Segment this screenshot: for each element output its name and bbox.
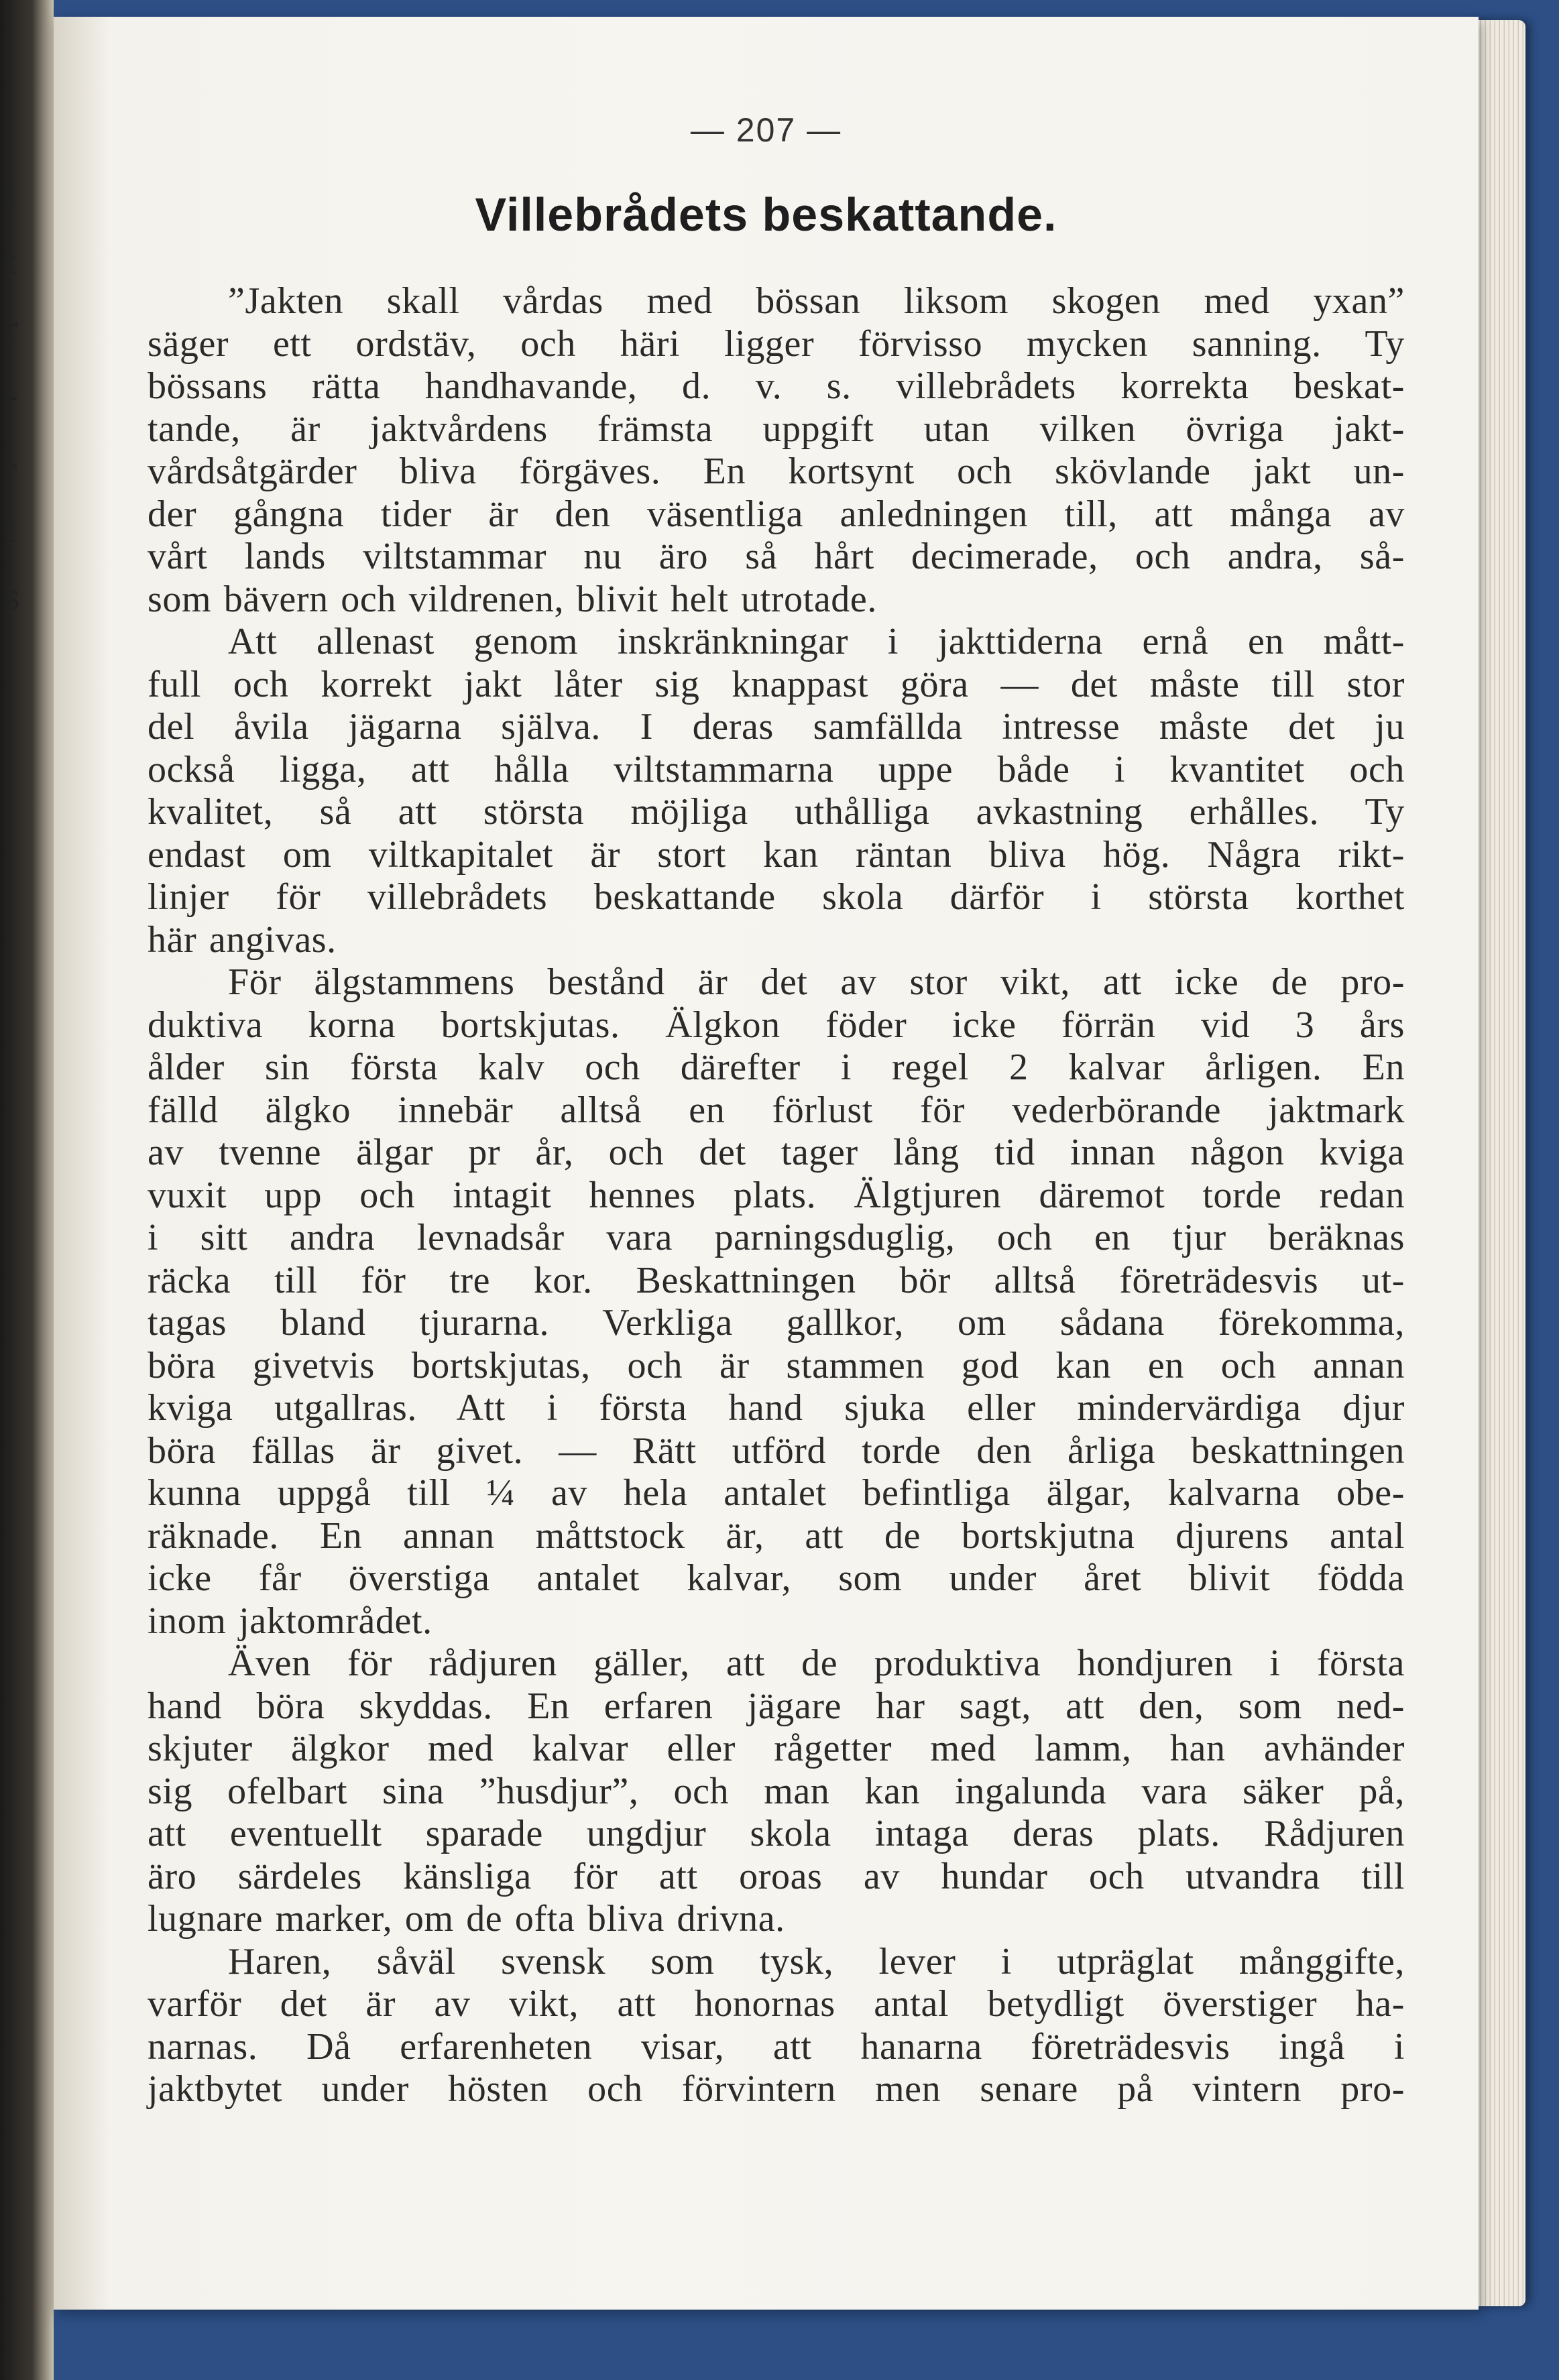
text-line: Även för rådjuren gäller, att de produktiva hondjuren i första	[228, 1643, 1405, 1684]
text-line: narnas. Då erfarenheten visar, att hanarna företrädesvis ingå i	[148, 2025, 1405, 2068]
text-line: sig ofelbart sina ”husdjur”, och man kan ingalunda vara säker på,	[148, 1770, 1405, 1812]
text-line: full och korrekt jakt låter sig knappast göra — det måste till stor	[148, 663, 1405, 705]
text-line: duktiva korna bortskjutas. Älgkon föder icke förrän vid 3 års	[148, 1004, 1405, 1046]
text-line: vuxit upp och intagit hennes plats. Älgtjuren däremot torde redan	[148, 1174, 1405, 1216]
text-line: hand böra skyddas. En erfaren jägare har sagt, att den, som ned-	[148, 1685, 1405, 1727]
text-line: vårdsåtgärder bliva förgäves. En kortsynt och skövlande jakt un-	[148, 451, 1405, 492]
text-line: inom jaktområdet.	[148, 1600, 432, 1642]
text-line: här angivas.	[148, 918, 337, 961]
text-line: böra fällas är givet. — Rätt utförd torde den årliga beskattningen	[148, 1429, 1405, 1472]
text-line: kvalitet, så att största möjliga uthålliga avkastning erhålles. Ty	[148, 791, 1405, 833]
text-line: som bävern och vildrenen, blivit helt utrotade.	[148, 578, 877, 620]
text-line: kviga utgallras. Att i första hand sjuka eller mindervärdiga djur	[148, 1387, 1405, 1429]
text-line: böra givetvis bortskjutas, och är stammen god kan en och annan	[148, 1344, 1405, 1386]
body-text	[148, 280, 1405, 2111]
text-line: skjuter älgkor med kalvar eller rågetter med lamm, han avhänder	[148, 1728, 1405, 1769]
text-line: icke får överstiga antalet kalvar, som under året blivit födda	[148, 1557, 1405, 1599]
spine-mark: -	[5, 375, 18, 416]
text-line: För älgstammens bestånd är det av stor vikt, att icke de pro-	[228, 961, 1405, 1003]
text-line: varför det är av vikt, att honornas antal betydligt överstiger ha-	[148, 1983, 1405, 2025]
spine-mark: -	[5, 442, 18, 483]
page-title: Villebrådets beskattande.	[475, 188, 1057, 241]
text-line: att eventuellt sparade ungdjur skola intaga deras plats. Rådjuren	[148, 1813, 1405, 1854]
page-stack-edge	[1472, 20, 1525, 2306]
text-line: tande, är jaktvårdens främsta uppgift utan vilken övriga jakt-	[148, 408, 1405, 450]
text-line: del åvila jägarna själva. I deras samfällda intresse måste det ju	[148, 706, 1405, 748]
spine-mark: t	[5, 241, 16, 282]
text-line: lugnare marker, om de ofta bliva drivna.	[148, 1898, 785, 1940]
spine-mark: t	[5, 509, 16, 550]
text-line: också ligga, att hålla viltstammarna uppe både i kvantitet och	[148, 748, 1405, 790]
text-line: fälld älgko innebär alltså en förlust för vederbörande jaktmark	[148, 1089, 1405, 1131]
text-line: äro särdeles känsliga för att oroas av hundar och utvandra till	[148, 1855, 1405, 1897]
text-line: Haren, såväl svensk som tysk, lever i utpräglat månggifte,	[228, 1940, 1405, 1982]
page-number: — 207 —	[690, 111, 842, 149]
spine-mark: s	[5, 576, 20, 617]
text-line: i sitt andra levnadsår vara parningsduglig, och en tjur beräknas	[148, 1217, 1405, 1258]
text-line: der gångna tider är den väsentliga anledningen till, att många av	[148, 493, 1405, 535]
book-page	[54, 17, 1479, 2310]
text-line: vårt lands viltstammar nu äro så hårt decimerade, och andra, så-	[148, 536, 1405, 577]
text-line: av tvenne älgar pr år, och det tager lång tid innan någon kviga	[148, 1132, 1405, 1173]
text-line: ålder sin första kalv och därefter i regel 2 kalvar årligen. En	[148, 1047, 1405, 1088]
text-line: endast om viltkapitalet är stort kan räntan bliva hög. Några rikt-	[148, 833, 1405, 876]
text-line: räknade. En annan måttstock är, att de bortskjutna djurens antal	[148, 1514, 1405, 1557]
spine-mark: l	[5, 174, 16, 215]
text-line: tagas bland tjurarna. Verkliga gallkor, om sådana förekomma,	[148, 1302, 1405, 1344]
spine-mark: r	[5, 308, 18, 349]
text-line: kunna uppgå till ¼ av hela antalet befintliga älgar, kalvarna obe-	[148, 1472, 1405, 1514]
text-line: ”Jakten skall vårdas med bössan liksom skogen med yxan”	[228, 280, 1405, 322]
text-line: räcka till för tre kor. Beskattningen bör alltså företrädesvis ut-	[148, 1259, 1405, 1301]
text-line: bössans rätta handhavande, d. v. s. villebrådets korrekta beskat-	[148, 365, 1405, 407]
text-line: Att allenast genom inskränkningar i jakttiderna ernå en mått-	[228, 621, 1405, 662]
text-line: säger ett ordstäv, och häri ligger förvisso mycken sanning. Ty	[148, 322, 1405, 365]
spine-margin-letters	[5, 161, 32, 630]
book-spine	[0, 0, 54, 2380]
text-line: jaktbytet under hösten och förvintern men senare på vintern pro-	[148, 2068, 1405, 2110]
text-line: linjer för villebrådets beskattande skola därför i största korthet	[148, 876, 1405, 918]
